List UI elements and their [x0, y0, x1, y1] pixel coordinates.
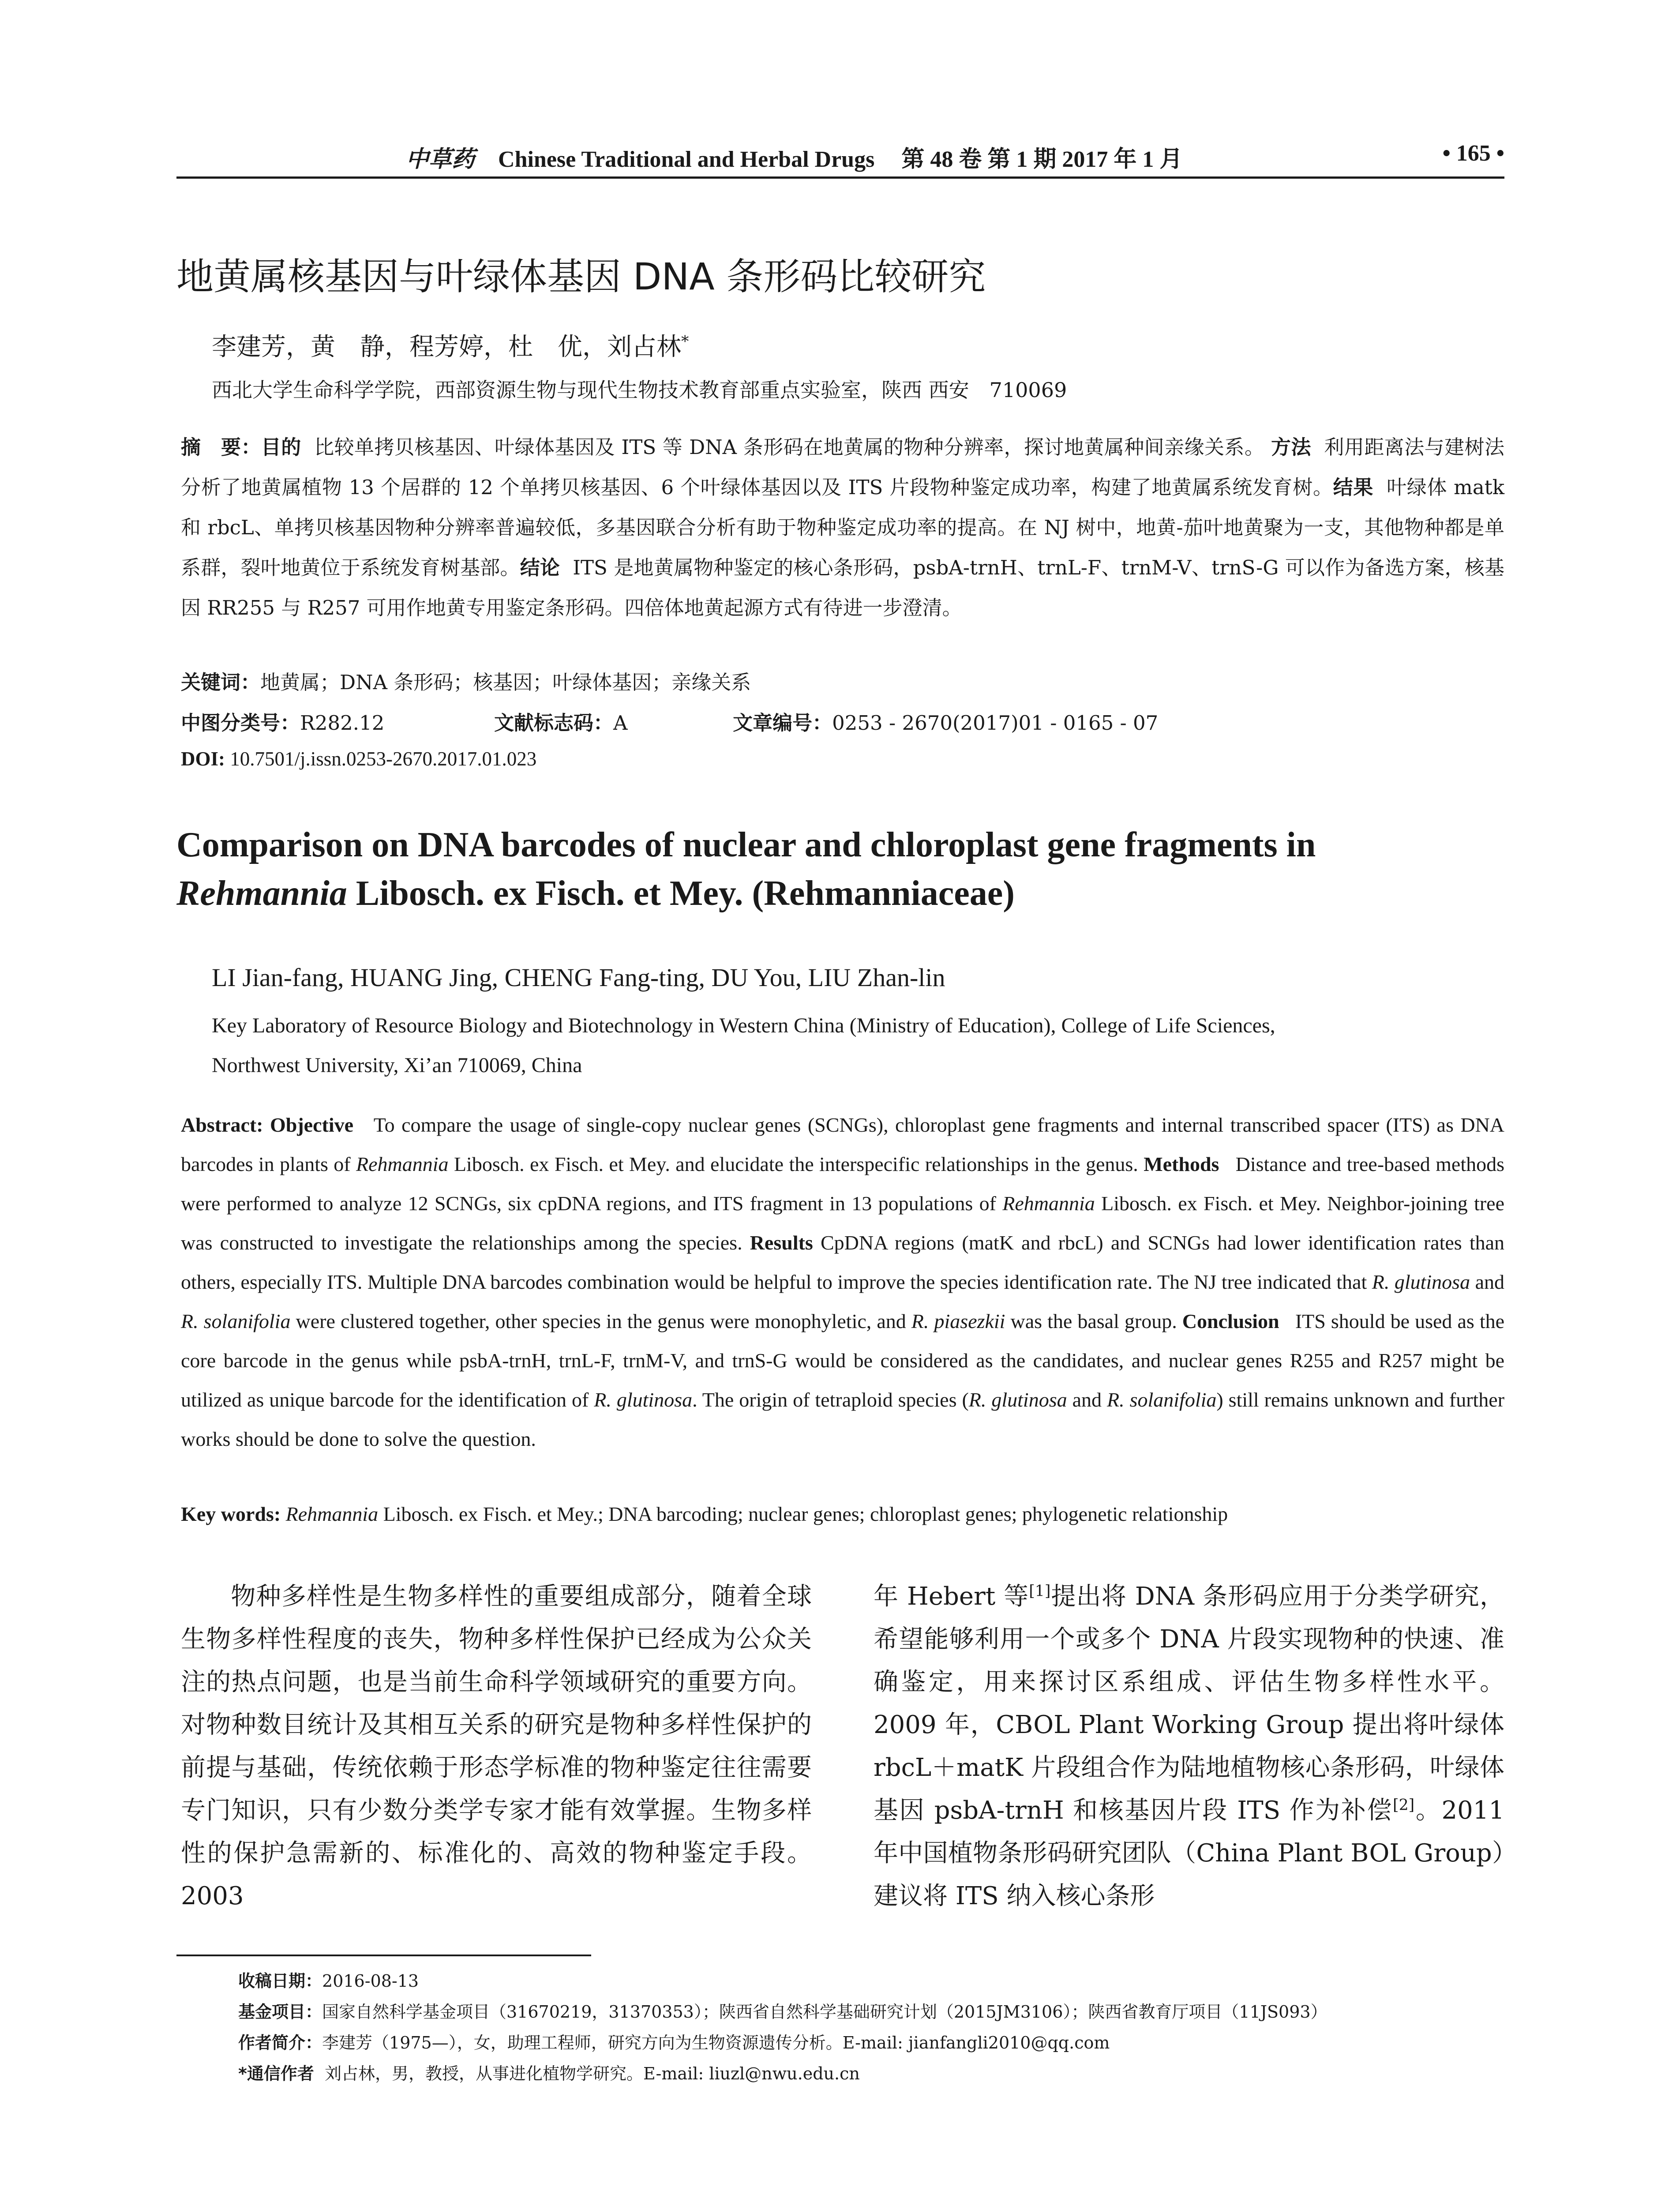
en-keywords-genus: Rehmannia — [285, 1503, 379, 1525]
footnote-corresponding — [238, 2058, 1504, 2089]
running-header — [176, 140, 1504, 176]
en-results-1: CpDNA regions (matK and rbcL) and SCNGs had lower identification rates than others, especially ITS. Multiple DNA barcodes combination would be helpful to improve the species identification rate. The NJ tree indicated that — [181, 1231, 1505, 1293]
citation-2: [2] — [1393, 1796, 1415, 1814]
en-sp-glutinosa-2: R. glutinosa — [594, 1388, 693, 1411]
en-affiliation-line2: Northwest University, Xi’an 710069, China — [212, 1054, 582, 1077]
cn-methods: 利用距离法与建树法分析了地黄属植物 13 个居群的 12 个单拷贝核基因、6 个叶绿体基因以及 ITS 片段物种鉴定成功率，构建了地黄属系统发育树。 — [181, 435, 1504, 499]
corr-label: *通信作者 — [238, 2064, 314, 2083]
cn-keywords-text: 地黄属；DNA 条形码；核基因；叶绿体基因；亲缘关系 — [260, 671, 751, 694]
en-sp-solanifolia: R. solanifolia — [181, 1310, 291, 1332]
cn-obj-label: 目的 — [261, 435, 301, 459]
en-results-label: Results — [750, 1231, 813, 1254]
en-keywords — [181, 1502, 1504, 1526]
body-left-text: 物种多样性是生物多样性的重要组成部分，随着全球生物多样性程度的丧失，物种多样性保护已经成为公众关注的热点问题，也是当前生命科学领域研究的重要方向。对物种数目统计及其相互关系的研究是物种多样性保护的前提与基础，传统依赖于形态学标准的物种鉴定往往需要专门知识，只有少数分类学专家才能有效掌握。生物多样性的保护急需新的、标准化的、高效的物种鉴定手段。2003 — [181, 1582, 812, 1910]
en-obj-1: To compare the usage of single-copy nuclear genes (SCNGs), chloroplast gene fragments and internal transcribed spacer (ITS) as DNA barcodes in plants of — [181, 1114, 1505, 1175]
en-methods-2: Libosch. ex Fisch. et Mey. Neighbor-joining tree was constructed to investigate the relationships among the species. — [181, 1192, 1505, 1254]
en-obj-label: Objective — [270, 1114, 354, 1136]
cn-author-list: 李建芳，黄 静，程芳婷，杜 优，刘占林 — [212, 333, 681, 361]
cn-abstract-label: 摘 要： — [181, 435, 261, 459]
en-title — [176, 821, 1504, 918]
en-sp-piasezkii: R. piasezkii — [911, 1310, 1005, 1332]
doi-value: 10.7501/j.issn.0253-2670.2017.01.023 — [230, 748, 537, 770]
en-authors: LI Jian-fang, HUANG Jing, CHENG Fang-ting, DU You, LIU Zhan-lin — [212, 963, 945, 992]
bio-label: 作者简介： — [238, 2033, 322, 2052]
en-title-line1: Comparison on DNA barcodes of nuclear and chloroplast gene fragments in — [176, 825, 1316, 864]
en-sp-glutinosa-3: R. glutinosa — [968, 1388, 1067, 1411]
footnote-rule — [176, 1955, 591, 1956]
en-genus-2: Rehmannia — [1002, 1192, 1095, 1215]
en-abstract-label: Abstract: — [181, 1114, 263, 1136]
en-results-3: was the basal group. — [1005, 1310, 1177, 1332]
corresponding-mark: * — [681, 333, 689, 351]
received-label: 收稿日期： — [238, 1971, 322, 1991]
en-conclusion-3: ) still remains unknown and further works should be done to solve the question. — [181, 1388, 1505, 1450]
en-results-and: and — [1470, 1271, 1505, 1293]
header-rule — [176, 176, 1504, 179]
cn-abstract — [181, 427, 1504, 628]
journal-issue: 第 48 卷 第 1 期 2017 年 1 月 — [901, 147, 1183, 172]
received-value: 2016-08-13 — [322, 1971, 419, 1991]
body-right-3: 。2011 年中国植物条形码研究团队（China Plant BOL Group）建议将 ITS 纳入核心条形 — [874, 1796, 1505, 1910]
journal-title-en: Chinese Traditional and Herbal Drugs — [498, 147, 875, 172]
body-column-left — [181, 1575, 812, 1917]
cn-title: 地黄属核基因与叶绿体基因 DNA 条形码比较研究 — [176, 255, 986, 298]
en-methods-label: Methods — [1144, 1153, 1219, 1175]
clc-label: 中图分类号： — [181, 711, 300, 735]
en-sp-solanifolia-2: R. solanifolia — [1107, 1388, 1217, 1411]
en-title-line2: Libosch. ex Fisch. et Mey. (Rehmanniaceae) — [347, 874, 1015, 913]
cn-classification — [181, 707, 1158, 735]
en-keywords-label: Key words: — [181, 1503, 281, 1525]
en-abstract — [181, 1105, 1504, 1459]
cn-obj: 比较单拷贝核基因、叶绿体基因及 ITS 等 DNA 条形码在地黄属的物种分辨率，探讨地黄属种间亲缘关系。 — [314, 435, 1265, 459]
doi-label: DOI: — [181, 748, 225, 770]
page-number: • 165 • — [1442, 141, 1504, 166]
bio-value: 李建芳（1975—），女，助理工程师，研究方向为生物资源遗传分析。E-mail: jianfangli2010@qq.com — [322, 2033, 1110, 2052]
en-conclusion-1: ITS should be used as the core barcode in the genus while psbA-trnH, trnL-F, trnM-V, and trnS-G would be considered as the candidates, and nuclear genes R255 and R257 might be utilized as unique barcode for the identification of — [181, 1310, 1505, 1411]
fund-value: 国家自然科学基金项目（31670219，31370353）；陕西省自然科学基础研究计划（2015JM3106）；陕西省教育厅项目（11JS093） — [322, 2002, 1328, 2022]
en-title-genus: Rehmannia — [176, 874, 347, 913]
body-right-2: 提出将 DNA 条形码应用于分类学研究，希望能够利用一个或多个 DNA 片段实现物种的快速、准确鉴定，用来探讨区系组成、评估生物多样性水平。2009 年，CBOL Plant Working Group 提出将叶绿体 rbcL＋matK 片段组合作为陆地植物核心条形码，叶绿体基因 psbA-trnH 和核基因片段 ITS 作为补偿 — [874, 1582, 1504, 1825]
cn-keywords-label: 关键词： — [181, 671, 261, 694]
en-genus: Rehmannia — [356, 1153, 449, 1175]
en-conclusion-and: and — [1067, 1388, 1107, 1411]
cn-conclusion-label: 结论 — [520, 556, 560, 579]
fund-label: 基金项目： — [238, 2002, 322, 2022]
cn-conclusion: ITS 是地黄属物种鉴定的核心条形码，psbA-trnH、trnL-F、trnM-V、trnS-G 可以作为备选方案，核基因 RR255 与 R257 可用作地黄专用鉴定条形码。四倍体地黄起源方式有待进一步澄清。 — [181, 556, 1504, 619]
citation-1: [1] — [1029, 1582, 1051, 1600]
footnote-bio — [238, 2027, 1504, 2058]
footnotes — [238, 1966, 1504, 2089]
body-right-1: 年 Hebert 等 — [874, 1582, 1029, 1611]
en-results-2: were clustered together, other species in the genus were monophyletic, and — [290, 1310, 911, 1332]
cn-affiliation: 西北大学生命科学学院，西部资源生物与现代生物技术教育部重点实验室，陕西 西安 710069 — [212, 378, 1067, 402]
doi-line — [181, 747, 536, 770]
footnote-received — [238, 1966, 1504, 1996]
en-affiliation-line1: Key Laboratory of Resource Biology and Biotechnology in Western China (Ministry of Education), College of Life Sciences, — [212, 1014, 1275, 1037]
footnote-fund — [238, 1996, 1504, 2027]
en-affiliation — [212, 1006, 1509, 1085]
cn-methods-label: 方法 — [1271, 435, 1311, 459]
journal-name — [406, 140, 1182, 173]
cn-results: 叶绿体 matk 和 rbcL、单拷贝核基因物种分辨率普遍较低，多基因联合分析有助于物种鉴定成功率的提高。在 NJ 树中，地黄-茄叶地黄聚为一支，其他物种都是单系群，裂叶地黄位于系统发育树基部。 — [181, 476, 1505, 579]
article-no-label: 文章编号： — [733, 711, 832, 735]
cn-results-label: 结果 — [1333, 476, 1374, 499]
en-obj-2: Libosch. ex Fisch. et Mey. and elucidate the interspecific relationships in the genus. — [448, 1153, 1138, 1175]
en-methods-1: Distance and tree-based methods were performed to analyze 12 SCNGs, six cpDNA regions, and ITS fragment in 13 populations of — [181, 1153, 1505, 1215]
en-sp-glutinosa: R. glutinosa — [1372, 1271, 1470, 1293]
corr-value: 刘占林，男，教授，从事进化植物学研究。E-mail: liuzl@nwu.edu.cn — [325, 2064, 860, 2083]
body-column-right — [874, 1575, 1504, 1917]
doc-code-label: 文献标志码： — [494, 711, 613, 735]
cn-authors — [212, 327, 689, 363]
journal-brand: 中草药 — [406, 147, 475, 172]
article-no-value: 0253 - 2670(2017)01 - 0165 - 07 — [832, 711, 1159, 735]
en-conclusion-label: Conclusion — [1182, 1310, 1279, 1332]
doc-code-value: A — [613, 711, 628, 735]
cn-keywords — [181, 666, 751, 695]
en-conclusion-2: . The origin of tetraploid species ( — [692, 1388, 969, 1411]
en-keywords-text: Libosch. ex Fisch. et Mey.; DNA barcoding; nuclear genes; chloroplast genes; phylogenetic relationship — [378, 1503, 1228, 1525]
clc-value: R282.12 — [300, 711, 385, 735]
